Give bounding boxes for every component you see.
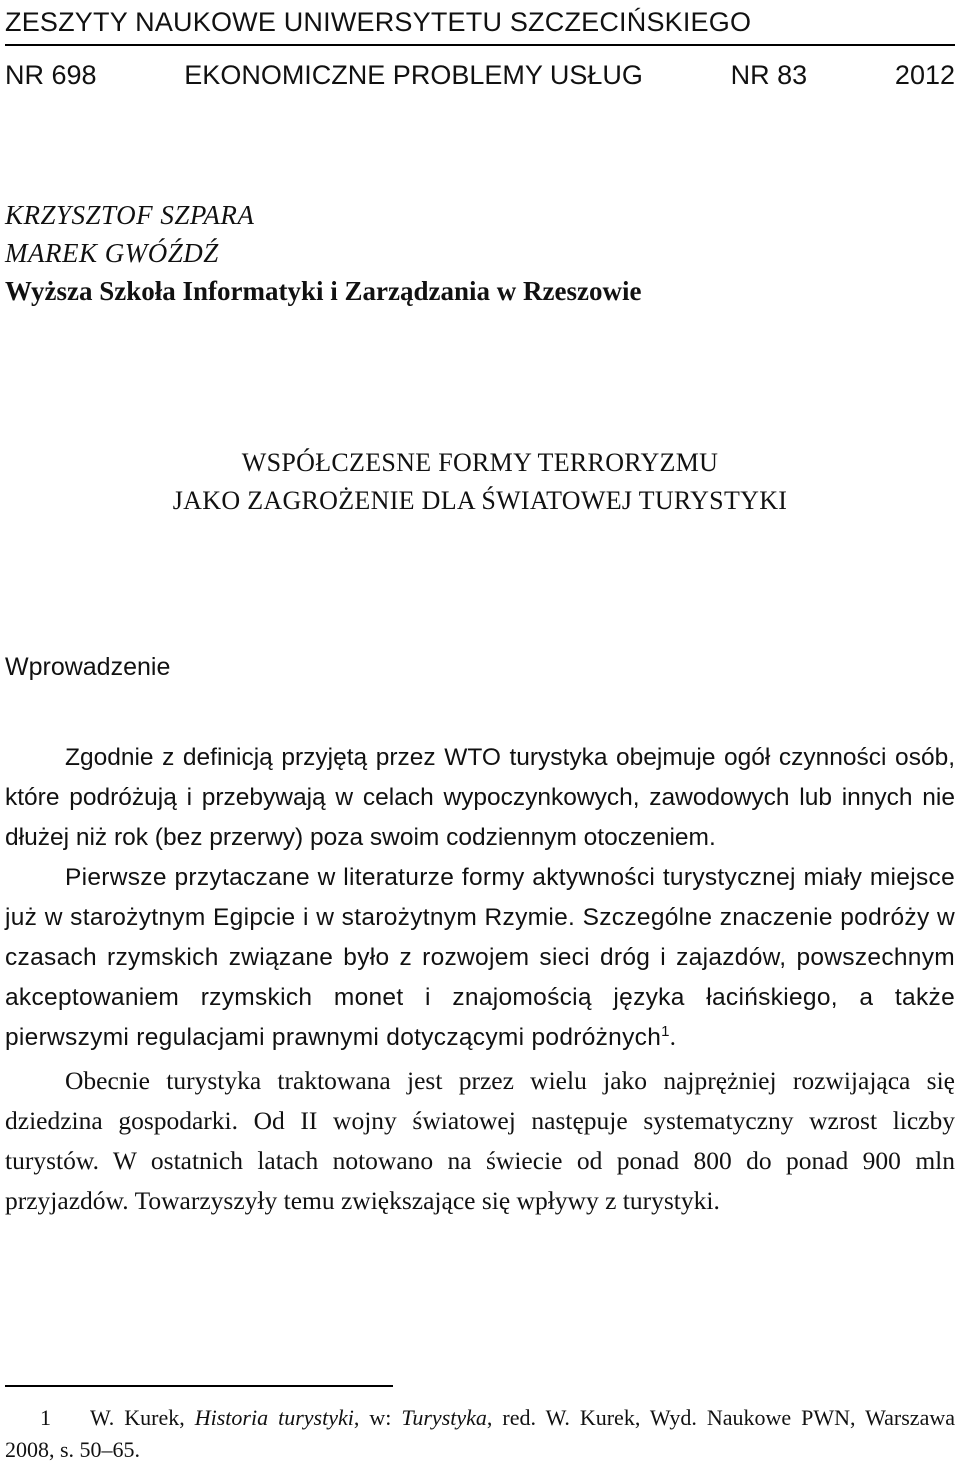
section-body bbox=[5, 738, 955, 1221]
footnote-text: , w: bbox=[353, 1405, 402, 1430]
section-heading: Wprowadzenie bbox=[5, 653, 171, 681]
series-number: NR 83 bbox=[730, 60, 808, 90]
paragraph: Zgodnie z definicją przyjętą przez WTO turystyka obejmuje ogół czynności osób, które podróżują i przebywają w celach wypoczynkowych, zawodowych lub innych nie dłużej niż rok (bez przerwy) poza swoim codziennym otoczeniem. bbox=[5, 744, 955, 851]
issue-line bbox=[5, 58, 955, 92]
series-title: EKONOMICZNE PROBLEMY USŁUG bbox=[184, 60, 643, 90]
author-affiliation: Wyższa Szkoła Informatyki i Zarządzania w Rzeszowie bbox=[5, 276, 642, 306]
paragraph-end: . bbox=[669, 1024, 677, 1051]
paper-title-line: JAKO ZAGROŻENIE DLA ŚWIATOWEJ TURYSTYKI bbox=[172, 486, 788, 515]
footnote-work-title: Historia turystyki bbox=[194, 1405, 354, 1430]
author-name: MAREK GWÓŹDŹ bbox=[5, 238, 219, 268]
footnote-text: W. Kurek, bbox=[90, 1405, 195, 1430]
issue-year: 2012 bbox=[894, 60, 955, 90]
paragraph-text: Pierwsze przytaczane w literaturze formy aktywności turystycznej miały miejsce już w starożytnym Egipcie i w starożytnym Rzymie. Szczególne znaczenie podróży w czasach rzymskich związane było z rozwojem sieci dróg i zajazdów, powszechnym akceptowaniem rzymskich monet i znajomością języka łacińskiego, a także pierwszymi regulacjami prawnymi dotyczącymi podróżnych bbox=[5, 864, 955, 1051]
footnote-reference[interactable]: 1 bbox=[661, 1023, 670, 1040]
footnote-rule bbox=[5, 1385, 393, 1387]
footnote bbox=[5, 1402, 955, 1466]
author-block bbox=[5, 196, 955, 310]
issue-number: NR 698 bbox=[5, 60, 97, 90]
footnote-text: , red. W. Kurek, Wyd. Naukowe PWN, Warszawa 2008, s. 50–65. bbox=[5, 1405, 955, 1462]
paper-title-line: WSPÓŁCZESNE FORMY TERRORYZMU bbox=[241, 448, 719, 477]
paragraph bbox=[5, 858, 955, 1061]
footnote-collection-title: Turystyka bbox=[401, 1405, 487, 1430]
footnote-number: 1 bbox=[40, 1405, 51, 1430]
journal-title: ZESZYTY NAUKOWE UNIWERSYTETU SZCZECIŃSKIEGO bbox=[5, 7, 752, 37]
paragraph: Obecnie turystyka traktowana jest przez wielu jako najprężniej rozwijająca się dziedzina gospodarki. Od II wojny światowej następuje systematyczny wzrost liczby turystów. W ostatnich latach notowano na świecie od ponad 800 do ponad 900 mln przyjazdów. Towarzyszyły temu zwiększające się wpływy z turystyki. bbox=[5, 1066, 955, 1215]
header-rule bbox=[5, 44, 955, 46]
paper-title bbox=[5, 444, 955, 520]
author-name: KRZYSZTOF SZPARA bbox=[5, 200, 255, 230]
